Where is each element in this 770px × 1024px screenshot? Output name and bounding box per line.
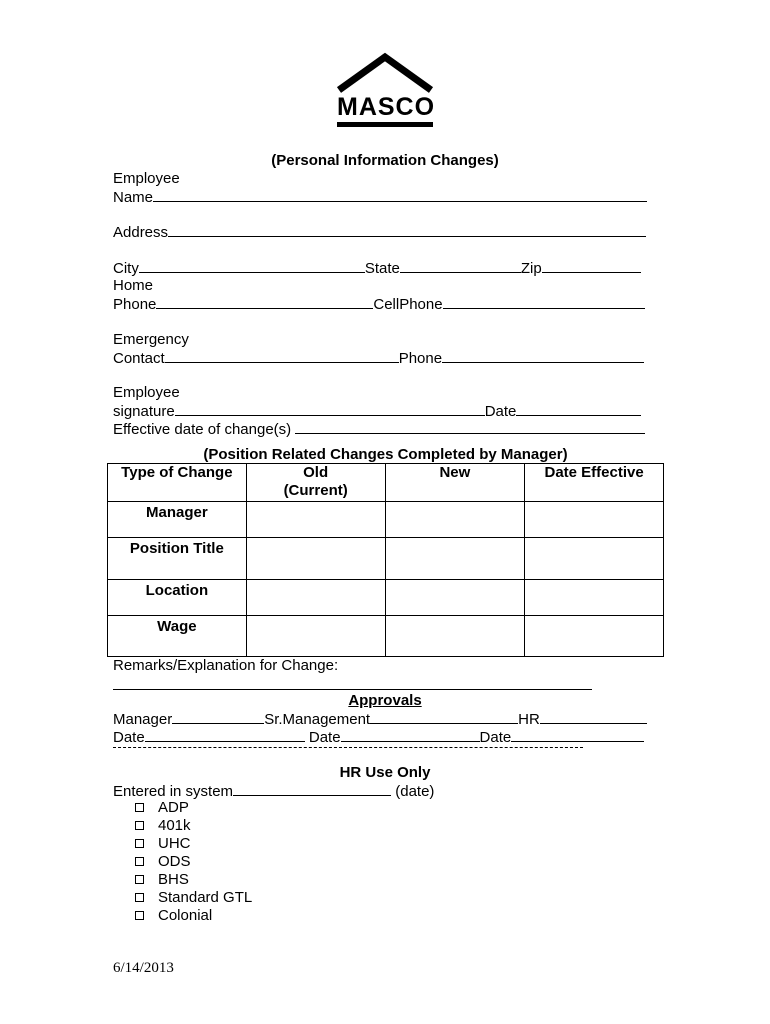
cell-location-old[interactable] — [246, 580, 385, 616]
sr-management-label: Sr.Management — [264, 711, 371, 728]
hr-label: HR — [518, 711, 540, 728]
table-row — [108, 502, 664, 538]
name-label: Name — [113, 189, 154, 206]
table-header-row — [108, 464, 664, 502]
cell-wage-date[interactable] — [525, 616, 664, 657]
sr-date-field[interactable] — [341, 728, 480, 742]
home-label: Home — [113, 277, 154, 294]
name-row — [113, 188, 647, 207]
row-label-manager: Manager — [108, 502, 247, 538]
position-changes-table — [107, 463, 664, 657]
manager-approval-field[interactable] — [172, 710, 264, 724]
logo-text: MASCO — [337, 93, 436, 121]
employee-label-2: Employee — [113, 384, 180, 401]
hr-item-adp[interactable] — [135, 799, 189, 817]
signature-field[interactable] — [175, 402, 485, 416]
hr-item-label: Standard GTL — [158, 889, 253, 906]
cell-position-date[interactable] — [525, 538, 664, 580]
emergency-label: Emergency — [113, 331, 189, 348]
footer-date: 6/14/2013 — [113, 960, 174, 976]
entered-label: Entered in system — [113, 783, 234, 800]
cell-wage-new[interactable] — [385, 616, 525, 657]
cell-wage-old[interactable] — [246, 616, 385, 657]
header-old — [246, 464, 385, 502]
hr-item-label: BHS — [158, 871, 189, 888]
header-old-line1: Old — [303, 464, 329, 481]
signature-row — [113, 402, 641, 421]
hr-date-field[interactable] — [511, 728, 644, 742]
approvals-title: Approvals — [348, 692, 422, 709]
cell-manager-date[interactable] — [525, 502, 664, 538]
approvals-title-wrap — [0, 692, 770, 710]
hr-item-label: 401k — [158, 817, 191, 834]
remarks-field[interactable] — [113, 689, 592, 690]
sr-management-field[interactable] — [370, 710, 518, 724]
address-field[interactable] — [168, 223, 646, 237]
cellphone-field[interactable] — [443, 295, 645, 309]
dashed-divider — [113, 747, 583, 748]
zip-label: Zip — [520, 260, 542, 277]
table-row — [108, 580, 664, 616]
header-new: New — [385, 464, 525, 502]
name-field[interactable] — [153, 188, 647, 202]
table-row — [108, 538, 664, 580]
city-label: City — [113, 260, 139, 277]
hr-item-bhs[interactable] — [135, 871, 189, 889]
contact-phone-label: Phone — [398, 350, 443, 367]
contact-field[interactable] — [165, 349, 399, 363]
hr-item-colonial[interactable] — [135, 907, 212, 925]
cellphone-label: CellPhone — [373, 296, 443, 313]
checkbox-icon[interactable] — [135, 821, 144, 830]
effective-label: Effective date of change(s) — [113, 421, 292, 438]
contact-label: Contact — [113, 350, 165, 367]
hr-item-uhc[interactable] — [135, 835, 191, 853]
hr-item-ods[interactable] — [135, 853, 191, 871]
cell-position-old[interactable] — [246, 538, 385, 580]
hr-item-label: Colonial — [158, 907, 213, 924]
manager-date-field[interactable] — [145, 728, 305, 742]
row-label-location: Location — [108, 580, 247, 616]
state-field[interactable] — [400, 259, 521, 273]
checkbox-icon[interactable] — [135, 803, 144, 812]
entered-field[interactable] — [233, 782, 391, 796]
employee-label: Employee — [113, 170, 180, 187]
checkbox-icon[interactable] — [135, 893, 144, 902]
signature-date-label: Date — [484, 403, 517, 420]
cell-location-date[interactable] — [525, 580, 664, 616]
signature-label: signature — [113, 403, 175, 420]
cell-manager-old[interactable] — [246, 502, 385, 538]
home-phone-field[interactable] — [156, 295, 373, 309]
hr-item-401k[interactable] — [135, 817, 191, 835]
manager-label: Manager — [113, 711, 173, 728]
checkbox-icon[interactable] — [135, 857, 144, 866]
row-label-wage: Wage — [108, 616, 247, 657]
hr-approval-field[interactable] — [540, 710, 647, 724]
form-title: (Personal Information Changes) — [271, 152, 499, 169]
hr-date-label: Date — [479, 729, 512, 746]
position-title: (Position Related Changes Completed by Manager) — [203, 446, 568, 463]
effective-date-field[interactable] — [295, 420, 645, 434]
entered-date-note: (date) — [395, 783, 435, 800]
contact-phone-field[interactable] — [442, 349, 644, 363]
hr-item-label: ADP — [158, 799, 189, 816]
hr-item-label: UHC — [158, 835, 191, 852]
hr-item-standard-gtl[interactable] — [135, 889, 252, 907]
phone-row — [113, 295, 645, 314]
table-row — [108, 616, 664, 657]
contact-row — [113, 349, 644, 368]
address-label: Address — [113, 224, 169, 241]
checkbox-icon[interactable] — [135, 875, 144, 884]
checkbox-icon[interactable] — [135, 839, 144, 848]
phone-label: Phone — [113, 296, 157, 313]
state-label: State — [364, 260, 400, 277]
signature-date-field[interactable] — [516, 402, 641, 416]
manager-date-label: Date — [113, 729, 145, 746]
cell-manager-new[interactable] — [385, 502, 525, 538]
approvals-row — [113, 710, 647, 729]
approvals-date-row — [113, 728, 644, 747]
hr-item-label: ODS — [158, 853, 191, 870]
header-type: Type of Change — [108, 464, 247, 502]
zip-field[interactable] — [542, 259, 641, 273]
cell-location-new[interactable] — [385, 580, 525, 616]
cell-position-new[interactable] — [385, 538, 525, 580]
city-field[interactable] — [139, 259, 365, 273]
header-old-line2: (Current) — [283, 482, 348, 499]
hr-use-title: HR Use Only — [339, 764, 431, 781]
remarks-label: Remarks/Explanation for Change: — [113, 657, 339, 674]
city-row — [113, 259, 641, 278]
row-label-position-title: Position Title — [108, 538, 247, 580]
header-date-effective: Date Effective — [525, 464, 664, 502]
checkbox-icon[interactable] — [135, 911, 144, 920]
address-row — [113, 223, 646, 242]
sr-date-label: Date — [308, 729, 341, 746]
effective-row — [113, 420, 645, 439]
